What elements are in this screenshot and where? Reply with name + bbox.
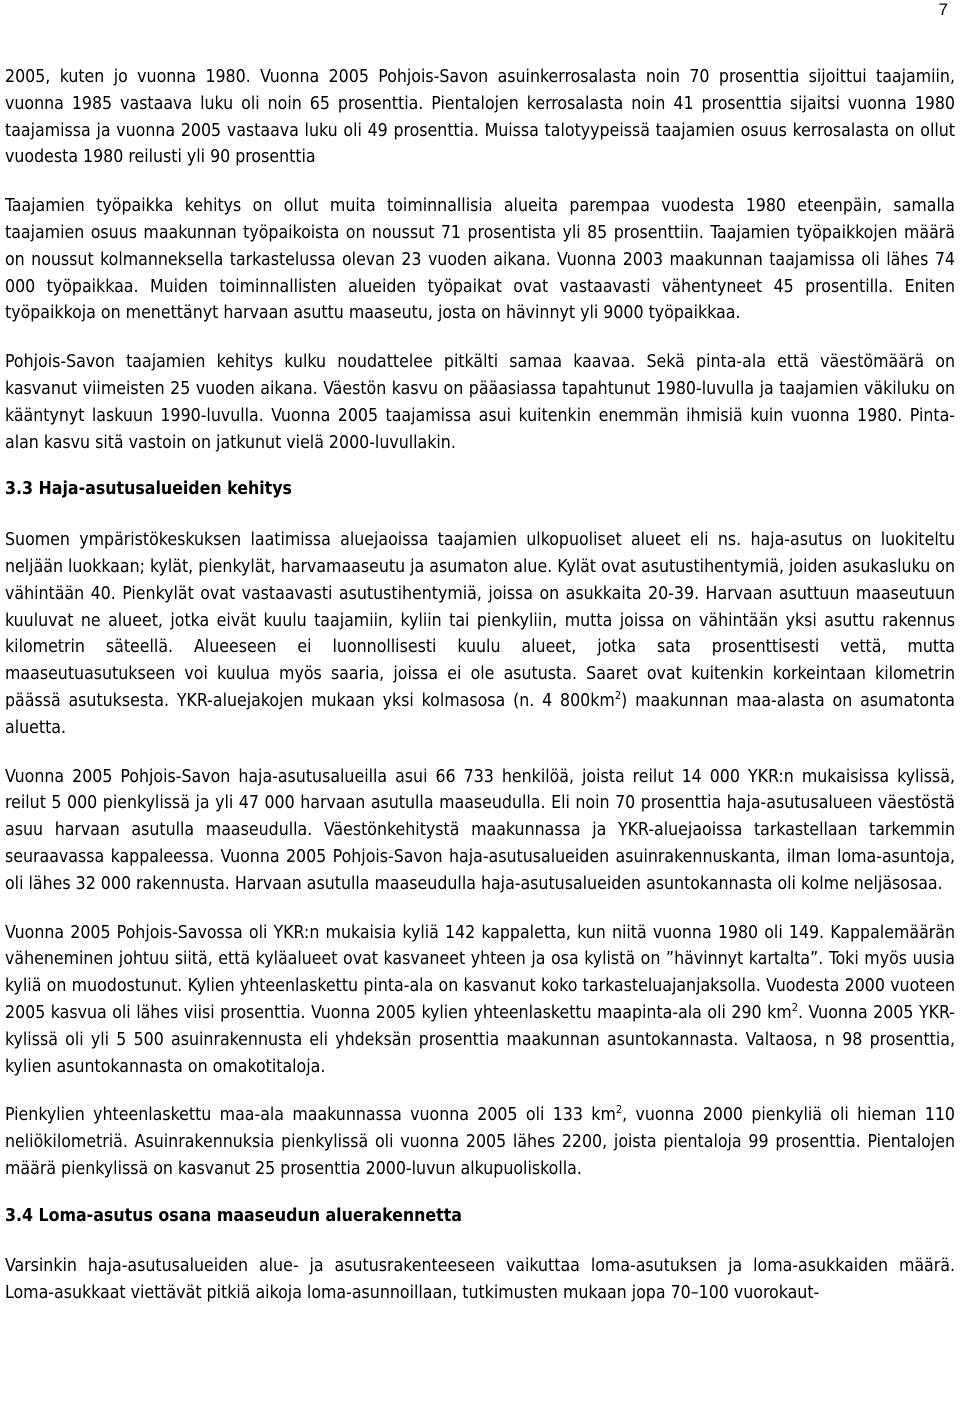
section-heading-3-4: 3.4 Loma-asutus osana maaseudun aluerakennetta — [5, 1205, 462, 1226]
superscript: 2 — [791, 1001, 798, 1015]
superscript: 2 — [615, 1103, 623, 1117]
paragraph-urban-jobs: Taajamien työpaikka kehitys on ollut muita toiminnallisia alueita parempaa vuodesta 1980 eteenpäin, samalla taajamien osuus maakunnan työpaikoista on noussut 71 prosentista yli 85 prosenttiin. Taajamien työpaikkojen määrä on noussut kolmanneksella tarkastelussa olevan 23 vuoden aikana. Vuonna 2003 maakunnan taajamissa oli lähes 74 000 työpaikkaa. Muiden toiminnallisten alueiden työpaikat ovat vastaavasti vähentyneet 45 prosentilla. Eniten työpaikkoja on menettänyt harvaan asuttu maaseutu, josta on hävinnyt yli 9000 työpaikkaa. — [5, 196, 955, 324]
text-segment: , vuonna 2000 pienkyliä oli hieman 110 neliökilometriä. Asuinrakennuksia pienkylissä oli vuonna 2005 lähes 2200, joista pientaloja 99 prosenttia. Pientalojen määrä pienkylissä on kasvanut 25 prosenttia 2000-luvun alkupuoliskolla. — [5, 1105, 955, 1179]
text-segment: . Vuonna 2005 YKR-kylissä oli yli 5 500 asuinrakennusta eli yhdeksän prosenttia maakunnan asuntokannasta. Valtaosa, n 98 prosenttia, kylien asuntokannasta on omakotitaloja. — [5, 1002, 955, 1077]
text-segment: Vuonna 2005 Pohjois-Savossa oli YKR:n mukaisia kyliä 142 kappaletta, kun niitä vuonna 1980 oli 149. Kappalemäärän väheneminen johtuu siitä, että kyläalueet ovat kasvaneet yhteen ja osa kylistä on ”hävinnyt kartalta”. Toki myös uusia kyliä on muodostunut. Kylien yhteenlaskettu pinta-ala on kasvanut koko tarkasteluajanjaksolla. Vuodesta 2000 vuoteen 2005 kasvua oli lähes viisi prosenttia. Vuonna 2005 kylien yhteenlaskettu maapinta-ala oli 290 km — [5, 922, 955, 1023]
paragraph-settlement-floor-area: 2005, kuten jo vuonna 1980. Vuonna 2005 Pohjois-Savon asuinkerrosalasta noin 70 prosenttia sijoittui taajamiin, vuonna 1985 vastaava luku oli noin 65 prosenttia. Pientalojen kerrosalasta noin 41 prosenttia sijaitsi vuonna 1980 taajamissa ja vuonna 2005 vastaava luku oli 49 prosenttia. Muissa talotyypeissä taajamien osuus kerrosalasta on ollut vuodesta 1980 reilusti yli 90 prosenttia — [5, 67, 955, 168]
paragraph-holiday-housing: Varsinkin haja-asutusalueiden alue- ja asutusrakenteeseen vaikuttaa loma-asutuksen ja loma-asukkaiden määrä. Loma-asukkaat viettävät pitkiä aikoja loma-asunnoillaan, tutkimusten mukaan jopa 70–100 vuorokaut- — [5, 1256, 955, 1304]
paragraph-urban-development: Pohjois-Savon taajamien kehitys kulku noudattelee pitkälti samaa kaavaa. Sekä pinta-ala että väestömäärä on kasvanut viimeisten 25 vuoden aikana. Väestön kasvu on pääasiassa tapahtunut 1980-luvulla ja taajamien väkiluku on kääntynyt laskuun 1990-luvulla. Vuonna 2005 taajamissa asui kuitenkin enemmän ihmisiä kuin vuonna 1980. Pinta-alan kasvu sitä vastoin on jatkunut vielä 2000-luvullakin. — [5, 352, 955, 453]
paragraph-rural-population: Vuonna 2005 Pohjois-Savon haja-asutusalueilla asui 66 733 henkilöä, joista reilut 14 000 YKR:n mukaisissa kylissä, reilut 5 000 pienkylissä ja yli 47 000 harvaan asutulla maaseudulla. Eli noin 70 prosenttia haja-asutusalueen väestöstä asuu harvaan asutulla maaseudulla. Väestönkehitystä maakunnassa ja YKR-aluejaoissa tarkastellaan tarkemmin seuraavassa kappaleessa. Vuonna 2005 Pohjois-Savon haja-asutusalueiden asuinrakennuskanta, ilman loma-asuntoja, oli lähes 32 000 rakennusta. Harvaan asutulla maaseudulla haja-asutusalueiden asuntokannasta oli kolme neljäsosaa. — [5, 766, 955, 894]
text-segment: ) maakunnan maa-alasta on asumatonta aluetta. — [5, 690, 955, 738]
text-segment: Pienkylien yhteenlaskettu maa-ala maakunnassa vuonna 2005 oli 133 km — [5, 1105, 616, 1126]
paragraph-small-villages — [5, 1102, 955, 1182]
section-heading-3-3: 3.3 Haja-asutusalueiden kehitys — [5, 479, 292, 500]
text-segment: Suomen ympäristökeskuksen laatimissa aluejaoissa taajamien ulkopuoliset alueet eli ns. haja-asutus on luokiteltu neljään luokkaan; kylät, pienkylät, harvamaaseutu ja asumaton alue. Kylät ovat asutustihentymiä, joiden asukasluku on vähintään 40. Pienkylät ovat vastaavasti asutustihentymiä, joissa on asukkaita 20-39. Harvaan asuttuun maaseutuun kuuluvat ne alueet, jotka eivät kuulu taajamiin, kyliin tai pienkyliin, mutta joissa on vähintään yksi asuttu rakennus kilometrin säteellä. Alueeseen ei luonnollisesti kuulu alueet, jotka sata prosenttisesti vettä, mutta maaseutuasutukseen voi kuulua myös saaria, joissa ei ole asutusta. Saaret ovat kuitenkin korkeintaan kilometrin päässä asutuksesta. YKR-aluejakojen mukaan yksi kolmasosa (n. 4 800km — [5, 530, 955, 711]
superscript: 2 — [614, 689, 622, 703]
paragraph-villages — [5, 920, 955, 1081]
paragraph-rural-classification — [5, 527, 955, 741]
page-number: 7 — [938, 0, 948, 19]
document-body — [5, 64, 955, 1307]
